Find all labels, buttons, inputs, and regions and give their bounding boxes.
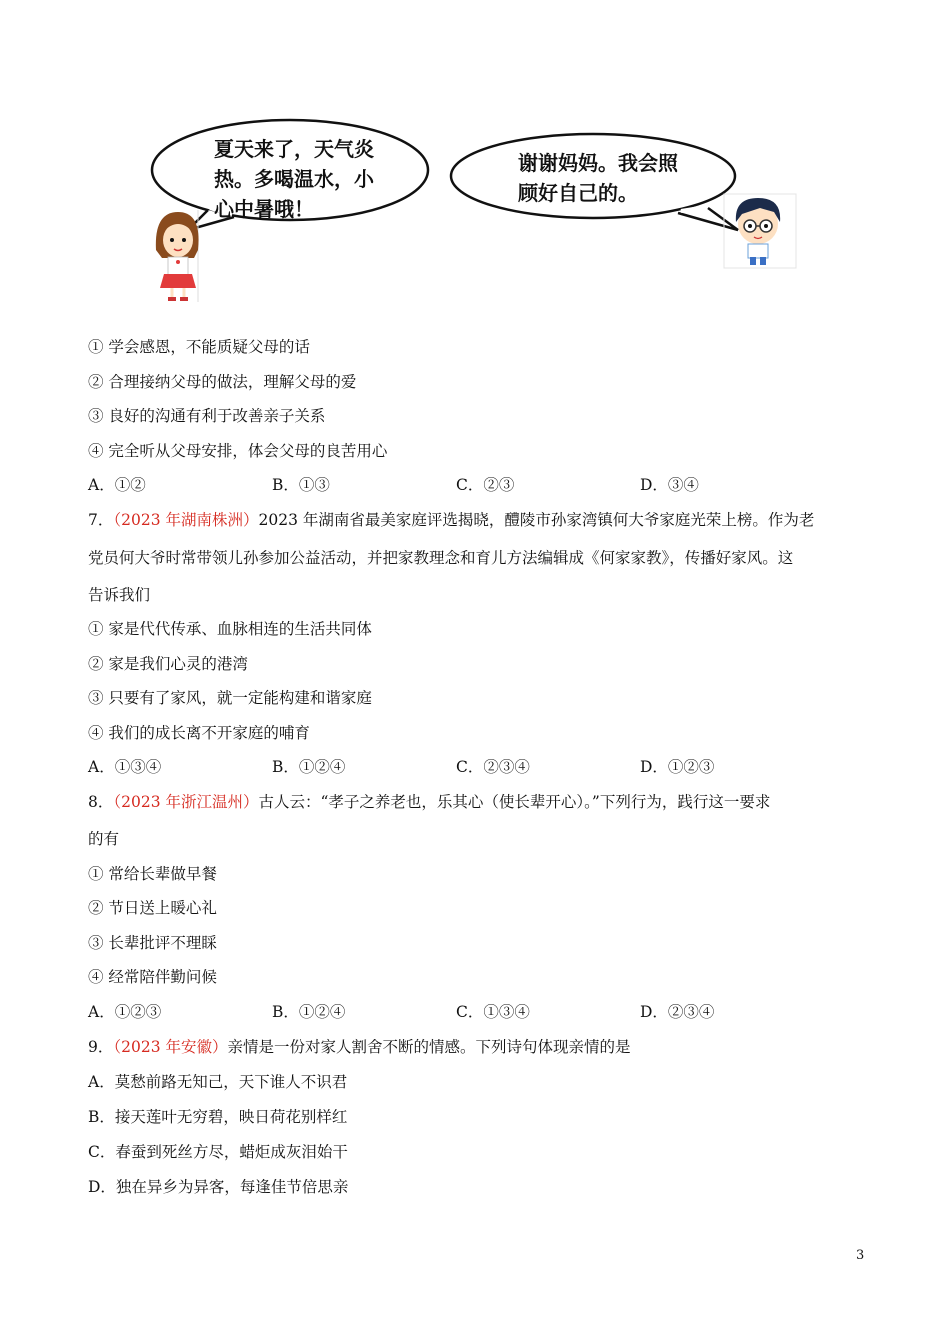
girl-figure-icon [156, 210, 199, 302]
q9-stem-text: 亲情是一份对家人割舍不断的情感。下列诗句体现亲情的是 [227, 1038, 631, 1056]
q8-option-c: C．①③④ [456, 1003, 530, 1021]
q9-option-c: C．春蚕到死丝方尽，蜡炬成灰泪始干 [88, 1143, 348, 1161]
q6-option-c: C．②③ [456, 476, 515, 494]
left-bubble-text [214, 134, 394, 224]
q6-statement: ① 学会感恩，不能质疑父母的话 [88, 338, 310, 356]
q9-option-d: D．独在异乡为异客，每逢佳节倍思亲 [88, 1178, 349, 1196]
q8-statement: ① 常给长辈做早餐 [88, 865, 217, 883]
cartoon-illustration [148, 118, 808, 308]
right-bubble-line: 谢谢妈妈。我会照 [518, 151, 678, 175]
q7-statement: ④ 我们的成长离不开家庭的哺育 [88, 724, 310, 742]
q8-option-a: A．①②③ [88, 1003, 162, 1021]
q8-source: （2023 年浙江温州） [113, 793, 259, 811]
q7-option-d: D．①②③ [640, 758, 715, 776]
q6-options [88, 474, 868, 496]
right-bubble-text [518, 148, 708, 208]
boy-figure-icon [724, 194, 796, 268]
q8-stem-text: 古人云：“孝子之养老也，乐其心（使长辈开心）。”下列行为，践行这一要求 [258, 793, 771, 811]
q6-statement: ④ 完全听从父母安排，体会父母的良苦用心 [88, 442, 388, 460]
q7-source: （2023 年湖南株洲） [113, 511, 259, 529]
q7-option-c: C．②③④ [456, 758, 530, 776]
q7-statement: ② 家是我们心灵的港湾 [88, 655, 248, 673]
q8-option-d: D．②③④ [640, 1003, 715, 1021]
q7-option-a: A．①③④ [88, 758, 162, 776]
q6-statement: ③ 良好的沟通有利于改善亲子关系 [88, 407, 326, 425]
q9-option-b: B．接天莲叶无穷碧，映日荷花别样红 [88, 1108, 348, 1126]
q6-statement: ② 合理接纳父母的做法，理解父母的爱 [88, 373, 357, 391]
left-bubble-line: 热。多喝温水，小 [214, 167, 374, 191]
q8-statement: ④ 经常陪伴勤问候 [88, 968, 217, 986]
q6-option-b: B．①③ [272, 476, 330, 494]
q9-number: 9． [88, 1038, 114, 1056]
q9-source: （2023 年安徽） [113, 1038, 228, 1056]
q7-number: 7． [88, 511, 114, 529]
q8-stem-line: 的有 [88, 830, 120, 848]
q7-option-b: B．①②④ [272, 758, 346, 776]
q7-statement: ③ 只要有了家风，就一定能构建和谐家庭 [88, 689, 372, 707]
left-bubble-line: 心中暑哦！ [214, 197, 314, 221]
q8-number: 8． [88, 793, 114, 811]
q6-option-d: D．③④ [640, 476, 699, 494]
q9-stem-line [88, 1036, 631, 1058]
q9-option-a: A．莫愁前路无知己，天下谁人不识君 [88, 1073, 348, 1091]
right-bubble-line: 顾好自己的。 [518, 181, 638, 205]
q7-stem-line: 告诉我们 [88, 586, 151, 604]
q6-option-a: A．①② [88, 476, 146, 494]
q8-option-b: B．①②④ [272, 1003, 346, 1021]
q8-statement: ③ 长辈批评不理睬 [88, 934, 217, 952]
q8-options [88, 1001, 868, 1023]
q7-stem-text: 2023 年湖南省最美家庭评选揭晓，醴陵市孙家湾镇何大爷家庭光荣上榜。作为老 [258, 511, 815, 529]
q7-stem-line: 党员何大爷时常带领儿孙参加公益活动，并把家教理念和育儿方法编辑成《何家家教》，传播好家风。这 [88, 549, 794, 567]
page-number: 3 [856, 1248, 865, 1263]
left-bubble-line: 夏天来了，天气炎 [214, 137, 374, 161]
q7-stem-line [88, 509, 814, 531]
q8-statement: ② 节日送上暖心礼 [88, 899, 217, 917]
q7-options [88, 756, 868, 778]
q8-stem-line [88, 791, 770, 813]
q7-statement: ① 家是代代传承、血脉相连的生活共同体 [88, 620, 372, 638]
